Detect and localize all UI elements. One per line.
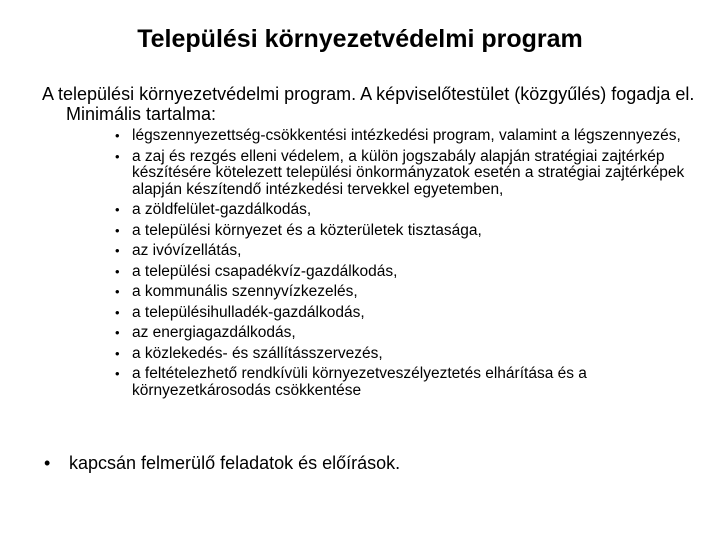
list-item-text: a zöldfelület-gazdálkodás, bbox=[132, 201, 312, 218]
bullet-icon: • bbox=[115, 263, 120, 279]
bullet-icon: • bbox=[115, 345, 120, 361]
list-item-text: a kommunális szennyvízkezelés, bbox=[132, 283, 358, 300]
bullet-icon: • bbox=[115, 304, 120, 320]
bullet-icon: • bbox=[115, 128, 120, 143]
bullet-icon: • bbox=[115, 284, 120, 299]
list-item-text: a települési csapadékvíz-gazdálkodás, bbox=[132, 262, 398, 280]
list-item-text: a települési környezet és a közterületek tisztasága, bbox=[132, 221, 482, 239]
closing-text: kapcsán felmerülő feladatok és előírások. bbox=[69, 453, 401, 473]
list-item bbox=[112, 284, 694, 301]
list-item bbox=[112, 223, 694, 240]
bullet-icon: • bbox=[115, 243, 120, 258]
bullet-icon: • bbox=[44, 453, 51, 473]
list-item bbox=[112, 305, 694, 322]
list-item bbox=[112, 346, 694, 363]
bullet-icon: • bbox=[115, 202, 120, 217]
list-item-text: a közlekedés- és szállításszervezés, bbox=[132, 344, 383, 362]
list-item-text: a zaj és rezgés elleni védelem, a külön jogszabály alapján stratégiai zajtérkép készítésére kötelezett települési önkormányzatok esetén a stratégiai zajtérképek alapján készítendő intézkedési tervekkel egyetemben, bbox=[132, 147, 685, 198]
list-item-text: az energiagazdálkodás, bbox=[132, 324, 296, 341]
list-item-text: a feltételezhető rendkívüli környezetveszélyeztetés elhárítása és a környezetkárosodás csökkentése bbox=[132, 365, 587, 399]
bullet-icon: • bbox=[115, 325, 120, 340]
list-item bbox=[112, 128, 694, 145]
bullet-icon: • bbox=[115, 366, 120, 381]
closing-line bbox=[44, 452, 684, 474]
list-item-text: az ivóvízellátás, bbox=[132, 242, 242, 259]
intro-paragraph: A települési környezetvédelmi program. A képviselőtestület (közgyűlés) fogadja el. Minimális tartalma: bbox=[42, 84, 695, 124]
list-item-text: a településihulladék-gazdálkodás, bbox=[132, 303, 365, 321]
list-item bbox=[112, 264, 694, 281]
bullet-icon: • bbox=[115, 222, 120, 238]
bullet-icon: • bbox=[115, 148, 120, 164]
list-item bbox=[112, 243, 694, 260]
content-list bbox=[112, 128, 694, 403]
slide-title: Települési környezetvédelmi program bbox=[137, 25, 583, 53]
list-item-text: légszennyezettség-csökkentési intézkedési program, valamint a légszennyezés, bbox=[132, 127, 681, 144]
list-item bbox=[112, 366, 694, 399]
list-item bbox=[112, 325, 694, 342]
list-item bbox=[112, 202, 694, 219]
list-item bbox=[112, 149, 694, 199]
